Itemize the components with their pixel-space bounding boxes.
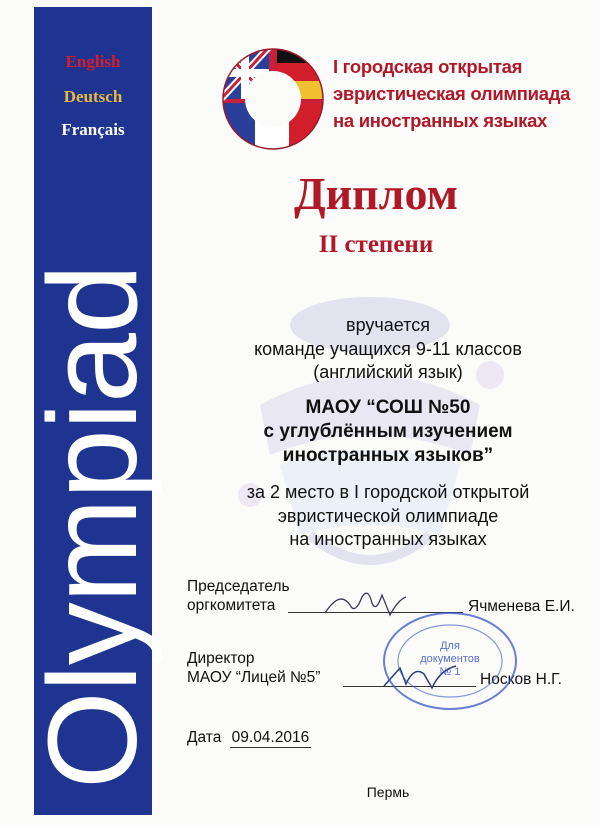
reason-line: на иностранных языках (289, 529, 487, 549)
director-name: Носков Н.Г. (480, 671, 562, 688)
chair-label (187, 578, 290, 615)
recipient-school (176, 396, 600, 468)
school-stamp (380, 610, 520, 712)
award-line: (английский язык) (313, 362, 463, 382)
chair-label-line: оргкомитета (187, 596, 276, 614)
director-label-line: МАОУ “Лицей №5” (187, 668, 321, 686)
reason-line: за 2 место в I городской открытой (246, 482, 530, 502)
director-label-line: Директор (187, 650, 255, 667)
date-row (187, 729, 311, 748)
date-label: Дата (187, 729, 222, 746)
award-line: вручается (346, 315, 430, 335)
recipient-line: иностранных языков” (282, 445, 494, 466)
language-deutsch: Deutsch (63, 87, 123, 106)
city-name: Пермь (366, 784, 410, 800)
stamp-line: Для (440, 640, 460, 652)
side-band (22, 7, 163, 815)
chair-name: Ячменева Е.И. (468, 598, 575, 615)
diploma-degree: II степени (318, 231, 434, 258)
olympiad-vertical-word: Olympiad (22, 264, 163, 790)
olympiad-title-line: на иностранных языках (333, 110, 548, 131)
stamp-line: документов (420, 653, 480, 665)
language-english: English (65, 52, 121, 71)
olympiad-title-line: эвристическая олимпиада (333, 83, 571, 104)
director-label (187, 650, 320, 687)
chair-label-line: Председатель (187, 578, 290, 595)
recipient-line: МАОУ “СОШ №50 (305, 397, 471, 418)
date-value: 09.04.2016 (231, 729, 310, 746)
diploma-heading: Диплом (294, 168, 458, 219)
award-reason (176, 481, 600, 552)
recipient-line: с углублённым изучением (263, 421, 513, 442)
olympiad-flags-logo (221, 47, 325, 151)
award-text (176, 314, 600, 385)
olympiad-title (333, 53, 593, 134)
award-line: команде учащихся 9-11 классов (254, 338, 522, 359)
olympiad-title-line: I городская открытая (333, 56, 523, 77)
stamp-line: № 1 (439, 666, 461, 678)
reason-line: эвристической олимпиаде (277, 505, 499, 526)
language-francais: Français (61, 120, 125, 139)
